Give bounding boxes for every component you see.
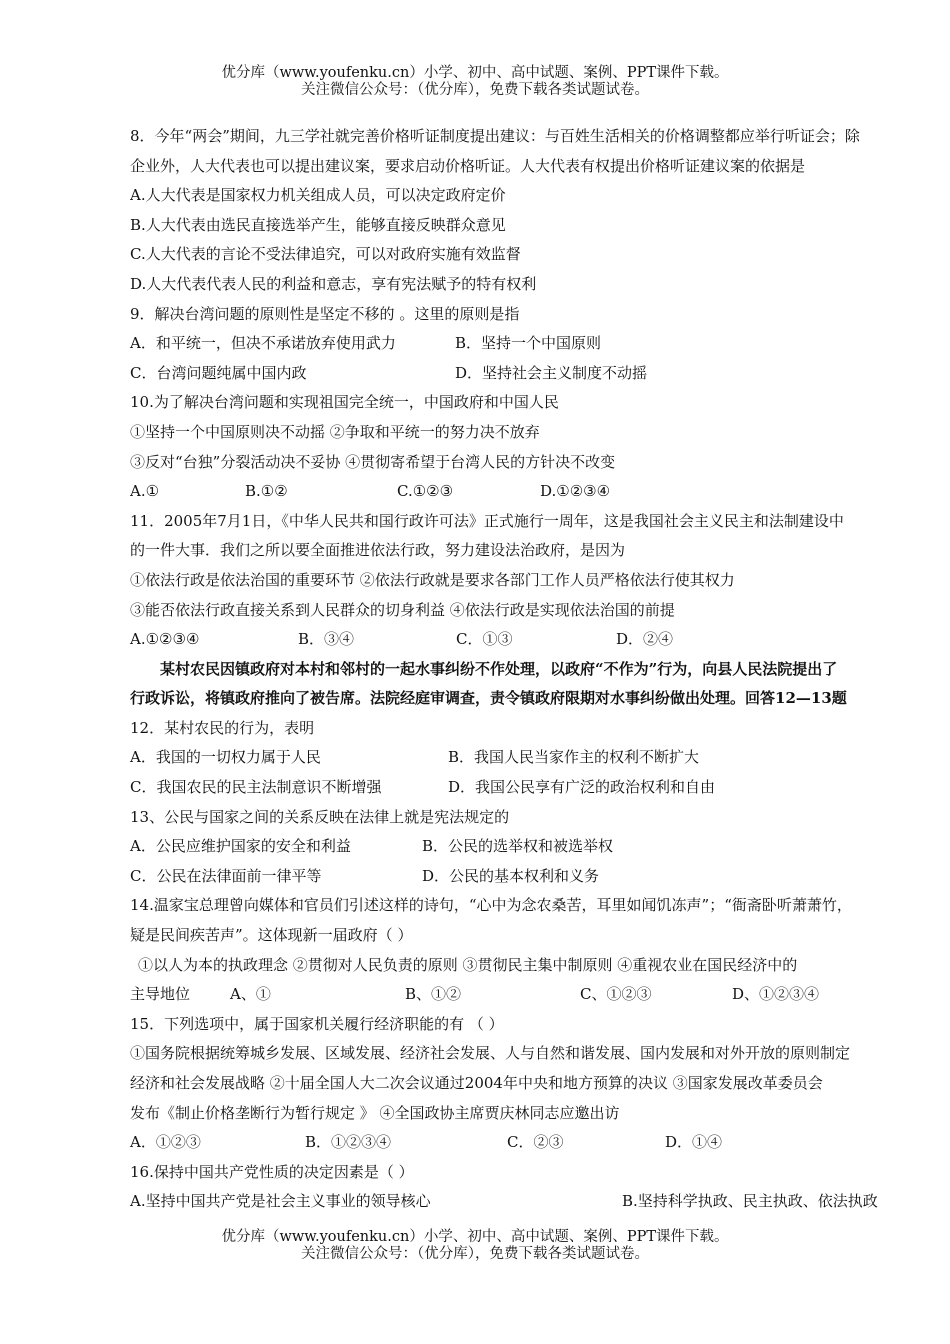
q10-statement-1: ①坚持一个中国原则决不动摇 ②争取和平统一的努力决不放弃	[130, 422, 540, 441]
q10-option-b: B.①②	[245, 482, 288, 501]
q14-statements-2: 主导地位	[130, 985, 191, 1004]
q13-options-row-1	[130, 832, 942, 862]
q11-statement-1: ①依法行政是依法治国的重要环节 ②依法行政就是要求各部门工作人员严格依法行使其权力	[130, 570, 735, 589]
q8-stem-1: 8．今年“两会”期间，九三学社就完善价格听证制度提出建议：与百姓生活相关的价格调整都应举行听证会；除	[130, 127, 860, 145]
q16-stem: 16.保持中国共产党性质的决定因素是（ ）	[130, 1162, 414, 1181]
material-line-1: 某村农民因镇政府对本村和邻村的一起水事纠纷不作处理，以政府“不作为”行为，向县人民法院提出了	[160, 659, 838, 678]
q11-statement-2: ③能否依法行政直接关系到人民群众的切身利益 ④依法行政是实现依法治国的前提	[130, 600, 675, 619]
q15-statement-3: 发布《制止价格垄断行为暂行规定 》 ④全国政协主席贾庆林同志应邀出访	[130, 1103, 620, 1122]
q11-stem-2: 的一件大事．我们之所以要全面推进依法行政，努力建设法治政府，是因为	[130, 541, 626, 560]
q14-option-c: C、①②③	[580, 985, 652, 1004]
q15-option-b: B．①②③④	[305, 1133, 392, 1152]
q9-option-b: B．坚持一个中国原则	[455, 334, 602, 353]
q16-options-row	[130, 1187, 942, 1217]
q13-option-c: C．公民在法律面前一律平等	[130, 866, 322, 885]
footer-line-2: 关注微信公众号：（优分库），免费下载各类试题试卷。	[301, 1246, 649, 1262]
q12-option-c: C．我国农民的民主法制意识不断增强	[130, 778, 382, 797]
q10-statement-2: ③反对“台独”分裂活动决不妥协 ④贯彻寄希望于台湾人民的方针决不改变	[130, 452, 616, 471]
q11-stem-1: 11．2005年7月1日，《中华人民共和国行政许可法》正式施行一周年，这是我国社会主义民主和法制建设中	[130, 511, 844, 530]
q12-option-d: D．我国公民享有广泛的政治权利和自由	[448, 778, 716, 797]
q9-options-row-1	[130, 329, 942, 359]
q14-statements-1: ①以人为本的执政理念 ②贯彻对人民负责的原则 ③贯彻民主集中制原则 ④重视农业在国民经济中的	[138, 955, 798, 974]
page-footer	[0, 1229, 950, 1263]
q15-option-c: C．②③	[507, 1133, 564, 1152]
q12-option-b: B．我国人民当家作主的权利不断扩大	[448, 748, 700, 767]
q14-options-row	[130, 980, 942, 1010]
q9-options-row-2	[130, 359, 942, 389]
q13-options-row-2	[130, 862, 942, 892]
q10-option-c: C.①②③	[397, 482, 454, 501]
q15-option-d: D．①④	[665, 1133, 723, 1152]
q8-option-a: A.人大代表是国家权力机关组成人员，可以决定政府定价	[130, 186, 506, 205]
q12-options-row-2	[130, 773, 942, 803]
q9-stem: 9．解决台湾问题的原则性是坚定不移的 。这里的原则是指	[130, 304, 520, 323]
q10-option-d: D.①②③④	[540, 482, 611, 501]
q13-stem: 13、公民与国家之间的关系反映在法律上就是宪法规定的	[130, 807, 510, 826]
q14-option-b: B、①②	[405, 985, 462, 1004]
q16-option-b: B.坚持科学执政、民主执政、依法执政	[622, 1192, 878, 1211]
q9-option-d: D．坚持社会主义制度不动摇	[455, 363, 648, 382]
q10-stem: 10.为了解决台湾问题和实现祖国完全统一，中国政府和中国人民	[130, 393, 559, 412]
q11-option-c: C．①③	[456, 630, 513, 649]
q11-option-a: A.①②③④	[130, 630, 200, 649]
q14-option-a: A、①	[230, 985, 271, 1004]
q12-options-row-1	[130, 743, 942, 773]
q13-option-d: D．公民的基本权利和义务	[422, 866, 600, 885]
exam-content	[130, 122, 942, 1217]
q14-stem-2: 疑是民间疾苦声”。这体现新一届政府（ ）	[130, 926, 413, 945]
q15-stem: 15．下列选项中，属于国家机关履行经济职能的有 （ ）	[130, 1014, 504, 1033]
q11-option-b: B．③④	[298, 630, 355, 649]
q11-options-row	[130, 625, 942, 655]
q15-option-a: A．①②③	[130, 1133, 201, 1152]
q12-option-a: A．我国的一切权力属于人民	[130, 748, 321, 767]
material-line-2: 行政诉讼，将镇政府推向了被告席。法院经庭审调查，责令镇政府限期对水事纠纷做出处理。回答12—13题	[130, 689, 847, 708]
q13-option-b: B．公民的选举权和被选举权	[422, 837, 614, 856]
q11-option-d: D．②④	[616, 630, 674, 649]
q15-options-row	[130, 1128, 942, 1158]
q12-stem: 12．某村农民的行为，表明	[130, 718, 315, 737]
q8-option-b: B.人大代表由选民直接选举产生，能够直接反映群众意见	[130, 215, 506, 234]
q8-option-d: D.人大代表代表人民的利益和意志，享有宪法赋予的特有权利	[130, 274, 537, 293]
header-line-1: 优分库（www.youfenku.cn）小学、初中、高中试题、案例、PPT课件下载。	[221, 65, 729, 81]
q16-option-a: A.坚持中国共产党是社会主义事业的领导核心	[130, 1192, 431, 1211]
q14-stem-1: 14.温家宝总理曾向媒体和官员们引述这样的诗句，“心中为念农桑苦，耳里如闻饥冻声”；“衙斋卧听萧萧竹，	[130, 896, 852, 915]
q8-stem-2: 企业外，人大代表也可以提出建议案，要求启动价格听证。人大代表有权提出价格听证建议案的依据是	[130, 156, 806, 175]
q13-option-a: A．公民应维护国家的安全和利益	[130, 837, 351, 856]
q14-option-d: D、①②③④	[732, 985, 820, 1004]
q9-option-a: A．和平统一，但决不承诺放弃使用武力	[130, 334, 396, 353]
q10-option-a: A.①	[130, 482, 160, 501]
q10-options-row	[130, 477, 942, 507]
footer-line-1: 优分库（www.youfenku.cn）小学、初中、高中试题、案例、PPT课件下载。	[221, 1229, 729, 1245]
q15-statement-2: 经济和社会发展战略 ②十届全国人大二次会议通过2004年中央和地方预算的决议 ③国家发展改革委员会	[130, 1074, 823, 1092]
q8-option-c: C.人大代表的言论不受法律追究，可以对政府实施有效监督	[130, 245, 521, 264]
q15-statement-1: ①国务院根据统筹城乡发展、区域发展、经济社会发展、人与自然和谐发展、国内发展和对外开放的原则制定	[130, 1044, 851, 1063]
page-header	[0, 65, 950, 99]
q9-option-c: C．台湾问题纯属中国内政	[130, 363, 307, 382]
header-line-2: 关注微信公众号：（优分库），免费下载各类试题试卷。	[301, 82, 649, 98]
